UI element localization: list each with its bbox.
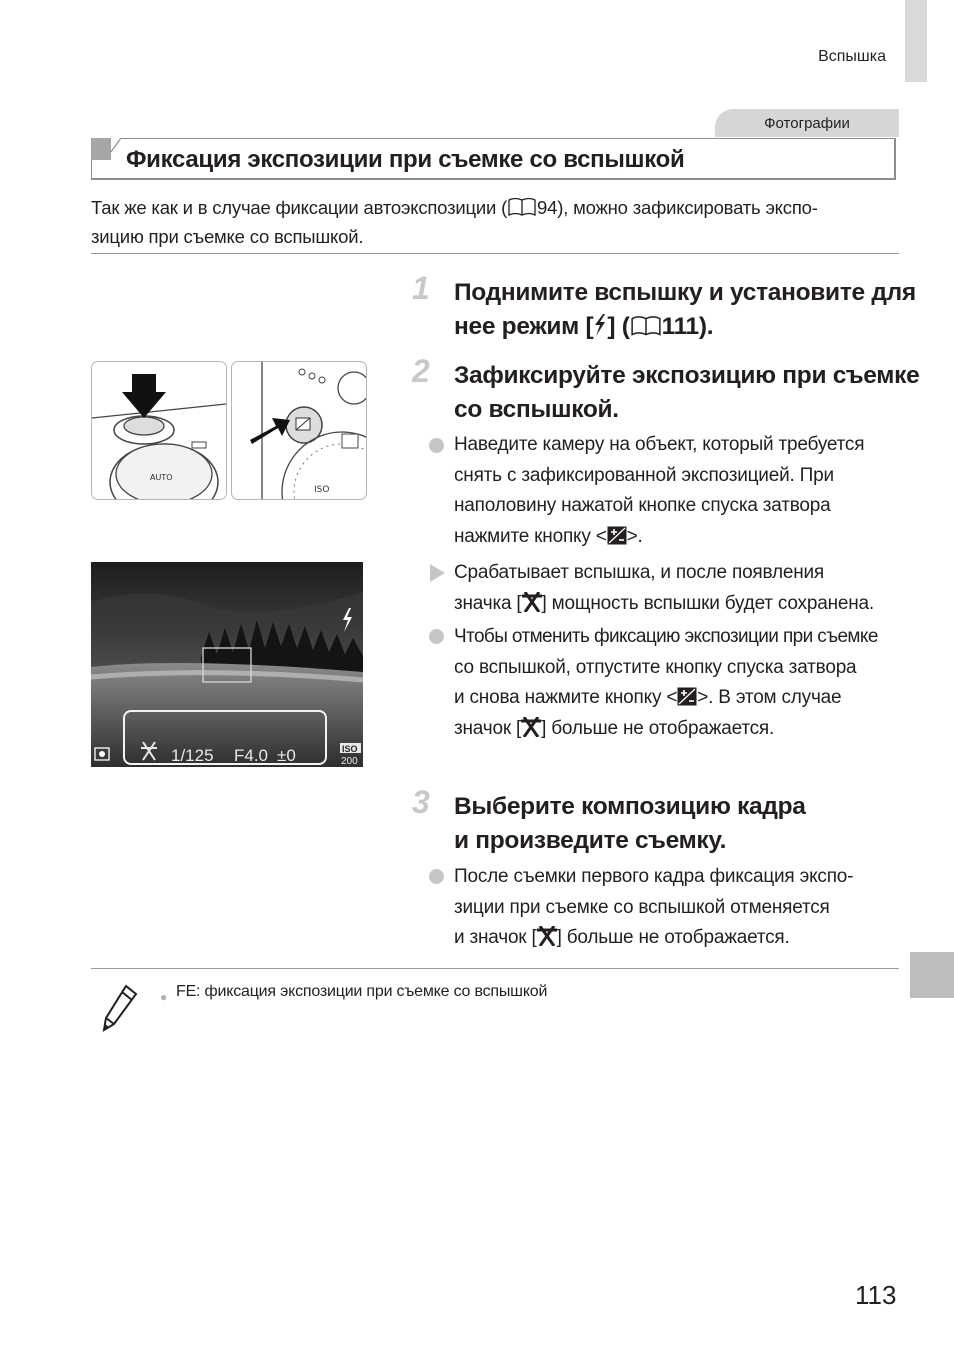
flash-icon [593, 314, 607, 336]
fe-lock-button-icon [677, 687, 697, 706]
bullet-marker [429, 869, 444, 884]
divider [91, 968, 899, 969]
lcd-shutter: 1/125 [171, 746, 214, 765]
step-3-item-1: После съемки первого кадра фиксация экспо- зиции при съемке со вспышкой отменяется и значок [ ] больше не отображается. [454, 866, 854, 948]
intro-paragraph: Так же как и в случае фиксации автоэкспозиции ( 94), можно зафиксировать экспо- зицию при съемке со вспышкой. [91, 197, 818, 247]
svg-text:AUTO: AUTO [150, 473, 173, 482]
fe-lock-asterisk-icon [522, 592, 542, 612]
page-title: Фиксация экспозиции при съемке со вспышкой [126, 146, 685, 173]
lcd-aperture: F4.0 [234, 746, 269, 765]
step-1-title: Поднимите вспышку и установите для нее режим [ ] ( 111). [454, 279, 916, 340]
intro-text: Так же как и в случае фиксации автоэкспозиции ( [91, 197, 508, 218]
pencil-note-icon [100, 984, 140, 1032]
fe-lock-asterisk-icon [521, 717, 541, 737]
shutter-illustration [91, 361, 227, 500]
fe-button-illustration [231, 361, 367, 500]
lcd-iso-value: 200 [341, 756, 358, 767]
running-head: Вспышка [818, 48, 886, 65]
result-marker [430, 564, 445, 582]
lcd-screen-photo [91, 562, 363, 767]
fe-lock-asterisk-icon [537, 926, 557, 946]
step-2-item-3: Чтобы отменить фиксацию экспозиции при съемке со вспышкой, отпустите кнопку спуска затвора и снова нажмите кнопку < >. В этом случае значок [ ] больше не отображается. [454, 626, 878, 739]
divider [91, 253, 899, 254]
lcd-iso-label: ISO [342, 744, 358, 754]
bullet-marker [429, 438, 444, 453]
step-3-title: Выберите композицию кадра и произведите съемку. [454, 793, 806, 854]
title-corner-notch [91, 138, 121, 168]
chapter-thumb-tab [910, 952, 954, 998]
note-bullet: ● [160, 990, 168, 1004]
book-icon [630, 315, 662, 337]
step-number: 1 [412, 270, 430, 306]
step-2-title: Зафиксируйте экспозицию при съемке со вспышкой. [454, 362, 920, 423]
step-number: 3 [412, 784, 430, 820]
note-text: FE: фиксация экспозиции при съемке со вспышкой [176, 983, 548, 1000]
svg-text:ISO: ISO [314, 485, 330, 495]
book-icon [507, 197, 537, 217]
intro-ref-page: 94 [537, 197, 558, 218]
step-2-item-1: Наведите камеру на объект, который требуется снять с зафиксированной экспозицией. При наполовину нажатой кнопке спуска затвора нажмите кнопку < >. [454, 434, 865, 547]
fe-lock-button-icon [607, 526, 627, 545]
lcd-exposure-comp: ±0 [277, 746, 296, 765]
step-number: 2 [412, 353, 430, 389]
section-tab: Фотографии [715, 109, 899, 137]
bullet-marker [429, 629, 444, 644]
side-thumb-tab [905, 0, 927, 82]
intro-line-2: зицию при съемке со вспышкой. [91, 226, 364, 247]
step-2-item-2: Срабатывает вспышка, и после появления значка [ ] мощность вспышки будет сохранена. [454, 562, 874, 614]
page-number: 113 [855, 1280, 897, 1310]
